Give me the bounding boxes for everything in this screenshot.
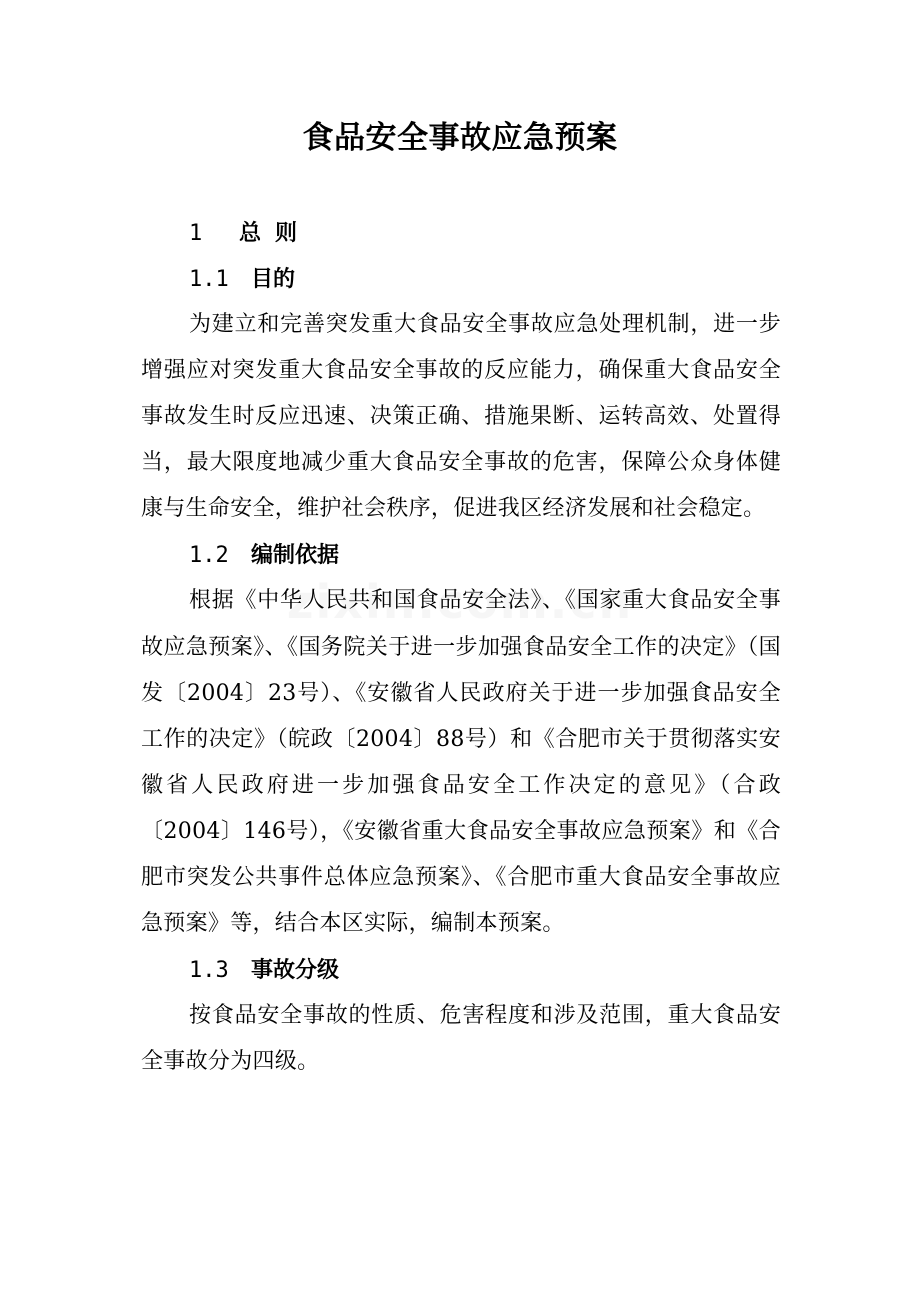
document-title: 食品安全事故应急预案 bbox=[302, 120, 618, 156]
subsection-heading-basis bbox=[141, 532, 781, 578]
subsection-number: 1.3 bbox=[189, 958, 229, 984]
section-title: 总则 bbox=[239, 221, 312, 246]
subsection-number: 1.1 bbox=[189, 267, 229, 292]
paragraph-purpose: 为建立和完善突发重大食品安全事故应急处理机制，进一步增强应对突发重大食品安全事故的反应能力，确保重大食品安全事故发生时反应迅速、决策正确、措施果断、运转高效、处置得当，最大限度地减少重大食品安全事故的危害，保障公众身体健康与生命安全，维护社会秩序，促进我区经济发展和社会稳定。 bbox=[141, 312, 781, 522]
subsection-heading-grading bbox=[141, 947, 781, 993]
paragraph-basis: 根据《中华人民共和国食品安全法》、《国家重大食品安全事故应急预案》、《国务院关于进一步加强食品安全工作的决定》（国发〔2004〕23号）、《安徽省人民政府关于进一步加强食品安全工作的决定》（皖政〔2004〕88号）和《合肥市关于贯彻落实安徽省人民政府进一步加强食品安全工作决定的意见》（合政〔2004〕146号），《安徽省重大食品安全事故应急预案》和《合肥市突发公共事件总体应急预案》、《合肥市重大食品安全事故应急预案》等，结合本区实际，编制本预案。 bbox=[141, 588, 781, 937]
section-heading-general bbox=[141, 210, 781, 256]
document-body bbox=[141, 210, 781, 1085]
subsection-heading-purpose bbox=[141, 256, 781, 302]
subsection-number: 1.2 bbox=[189, 543, 229, 569]
subsection-title: 事故分级 bbox=[251, 958, 340, 984]
subsection-title: 编制依据 bbox=[251, 543, 340, 569]
paragraph-grading: 按食品安全事故的性质、危害程度和涉及范围，重大食品安全事故分为四级。 bbox=[141, 1003, 781, 1075]
subsection-title: 目的 bbox=[251, 267, 296, 292]
section-number: 1 bbox=[189, 221, 203, 246]
